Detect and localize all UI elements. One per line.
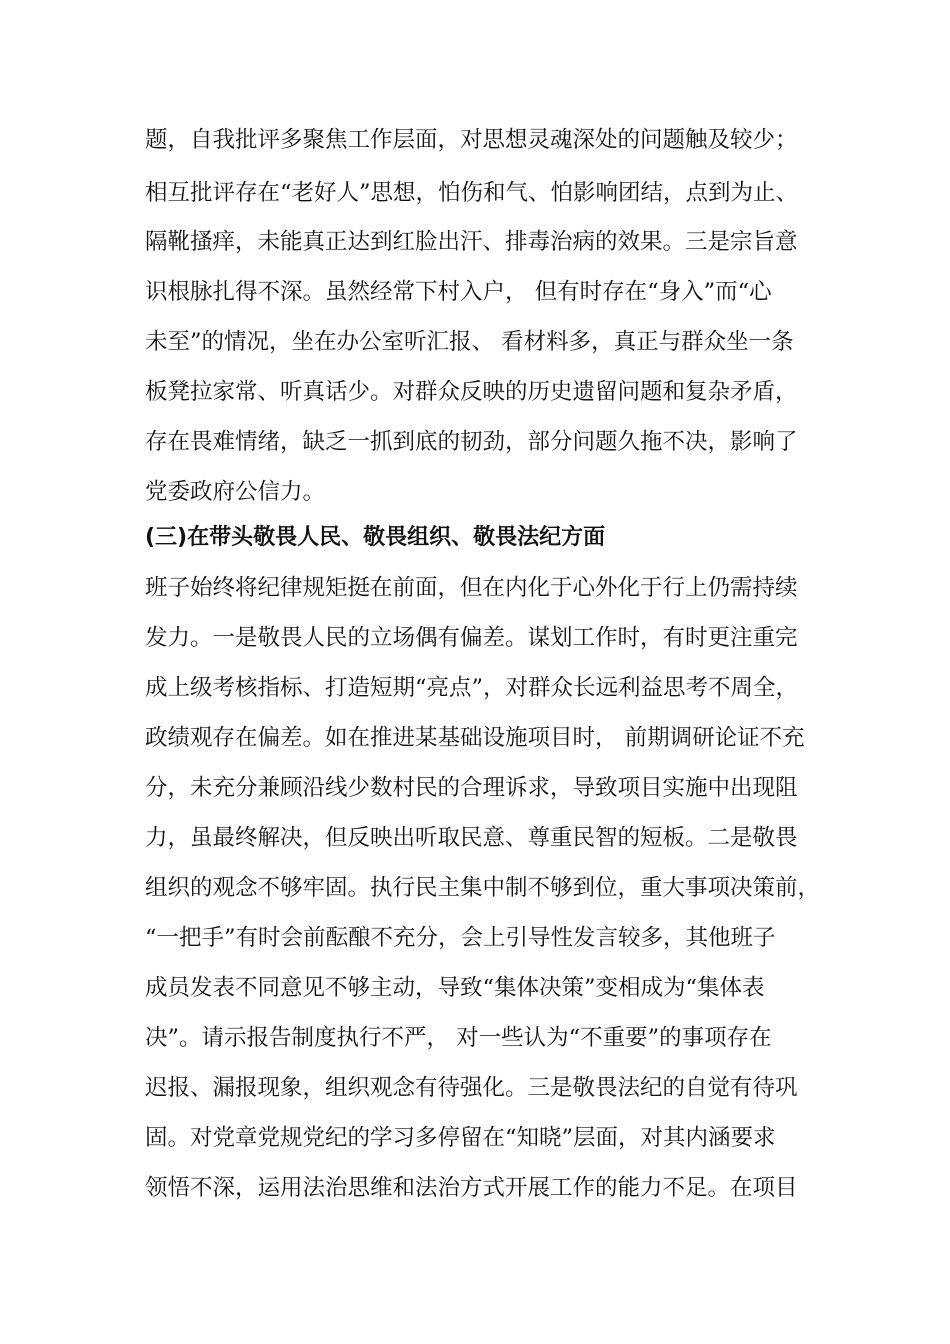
paragraph-line: 相互批评存在“老好人”思想，怕伤和气、怕影响团结，点到为止、	[145, 180, 799, 206]
paragraph-line: 未至”的情况，坐在办公室听汇报、 看材料多，真正与群众坐一条	[145, 329, 794, 355]
paragraph-line: 力，虽最终解决，但反映出听取民意、尊重民智的短板。二是敬畏	[145, 825, 798, 851]
paragraph-line: 成员发表不同意见不够主动，导致“集体决策”变相成为“集体表	[145, 975, 765, 1001]
paragraph-line: 组织的观念不够牢固。执行民主集中制不够到位，重大事项决策前，	[145, 875, 821, 901]
paragraph-line: 固。对党章党规党纪的学习多停留在“知晓”层面，对其内涵要求	[145, 1125, 776, 1151]
paragraph-line: 党委政府公信力。	[145, 479, 326, 505]
paragraph-line: 存在畏难情绪，缺乏一抓到底的韧劲，部分问题久拖不决，影响了	[145, 429, 798, 455]
paragraph-line: 政绩观存在偏差。如在推进某基础设施项目时， 前期调研论证不充	[145, 725, 805, 751]
paragraph-line: 领悟不深，运用法治思维和法治方式开展工作的能力不足。在项目	[145, 1175, 798, 1201]
paragraph-line: 发力。一是敬畏人民的立场偶有偏差。谋划工作时，有时更注重完	[145, 625, 798, 651]
paragraph-line: 题，自我批评多聚焦工作层面，对思想灵魂深处的问题触及较少；	[145, 127, 798, 153]
paragraph-line: 迟报、漏报现象，组织观念有待强化。三是敬畏法纪的自觉有待巩	[145, 1075, 798, 1101]
paragraph-line: 班子始终将纪律规矩挺在前面，但在内化于心外化于行上仍需持续	[145, 575, 798, 601]
paragraph-line: 隔靴搔痒，未能真正达到红脸出汗、排毒治病的效果。三是宗旨意	[145, 229, 798, 255]
paragraph-line: 决”。请示报告制度执行不严， 对一些认为“不重要”的事项存在	[145, 1025, 772, 1051]
paragraph-line: 板凳拉家常、听真话少。对群众反映的历史遗留问题和复杂矛盾，	[145, 379, 798, 405]
paragraph-line: 识根脉扎得不深。虽然经常下村入户， 但有时存在“身入”而“心	[145, 279, 772, 305]
section-heading: (三)在带头敬畏人民、敬畏组织、敬畏法纪方面	[145, 525, 606, 550]
paragraph-line: 分，未充分兼顾沿线少数村民的合理诉求，导致项目实施中出现阻	[145, 775, 798, 801]
paragraph-line: “一把手”有时会前酝酿不充分，会上引导性发言较多，其他班子	[145, 925, 776, 951]
paragraph-line: 成上级考核指标、打造短期“亮点”，对群众长远利益思考不周全，	[145, 675, 799, 701]
